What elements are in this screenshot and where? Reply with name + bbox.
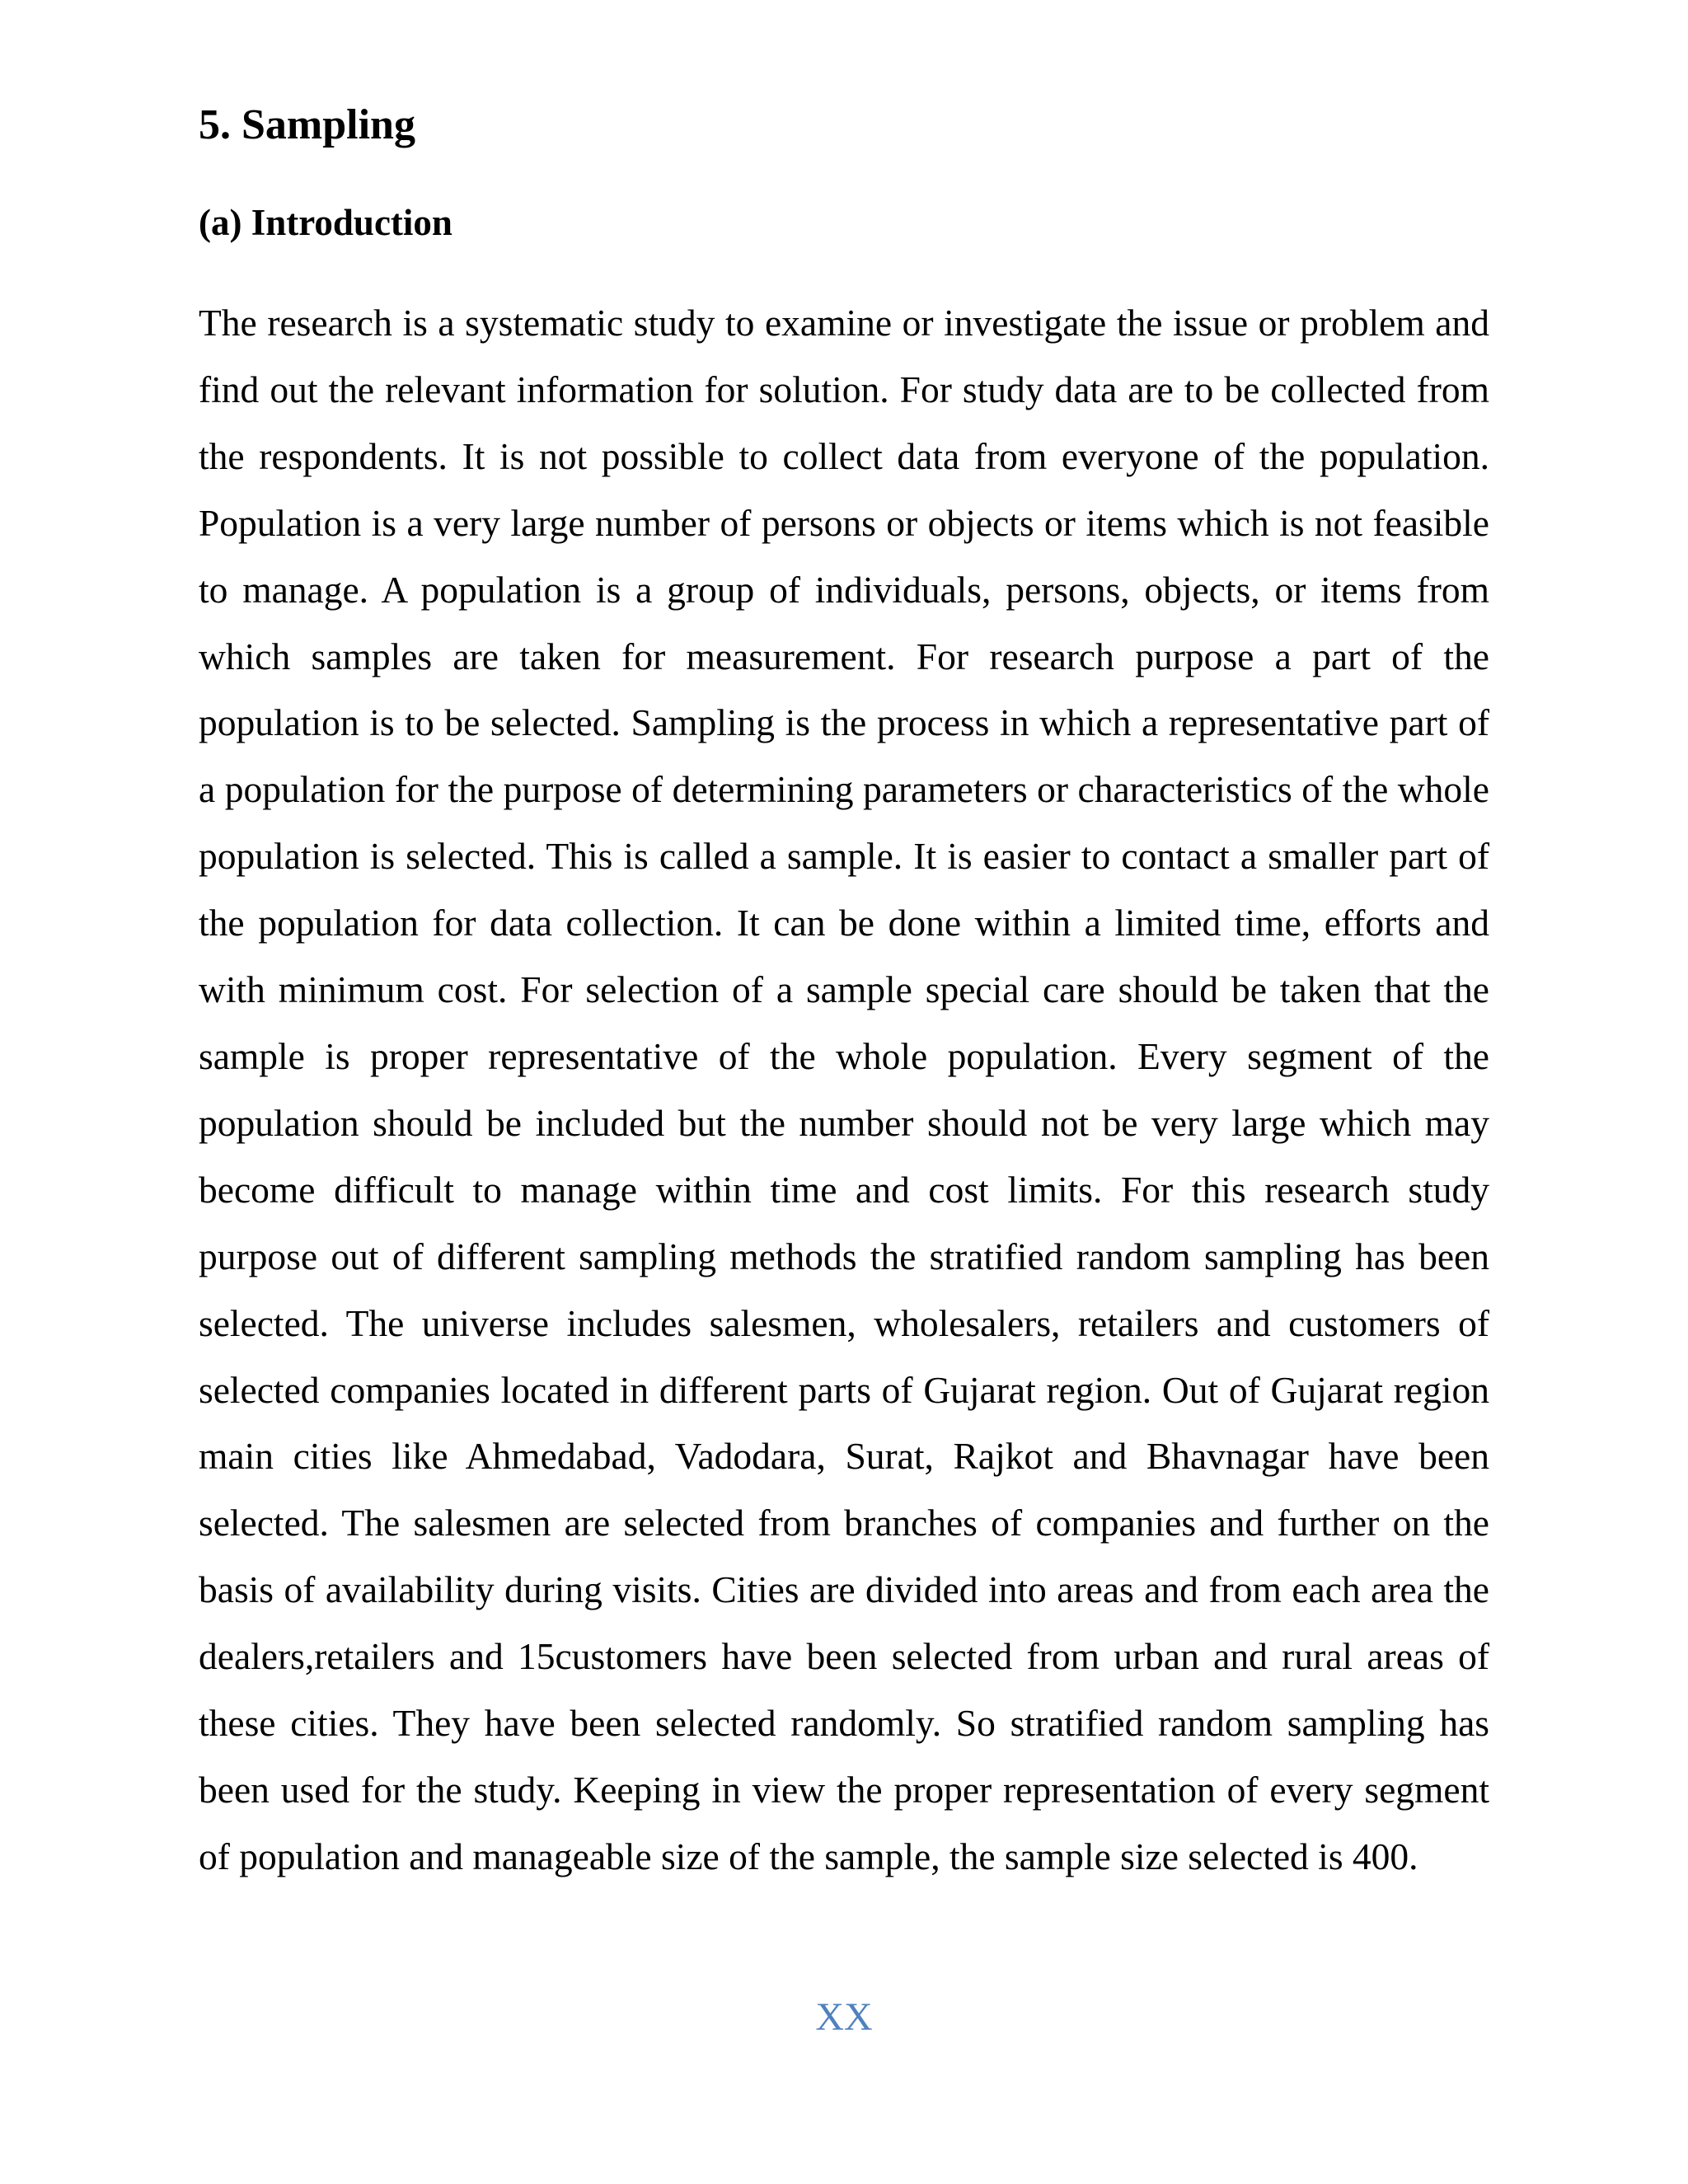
page-number: XX	[815, 1995, 873, 2039]
subsection-title: (a) Introduction	[199, 202, 452, 243]
section-title: 5. Sampling	[199, 101, 415, 148]
body-paragraph: The research is a systematic study to examine or investigate the issue or problem and find out the relevant information for solution. For study data are to be collected from the respondents. It is not possible to collect data from everyone of the population. Population is a very large number of persons or objects or items which is not feasible to manage. A population is a group of individuals, persons, objects, or items from which samples are taken for measurement. For research purpose a part of the population is to be selected. Sampling is the process in which a representative part of a population for the purpose of determining parameters or characteristics of the whole population is selected. This is called a sample. It is easier to contact a smaller part of the population for data collection. It can be done within a limited time, efforts and with minimum cost. For selection of a sample special care should be taken that the sample is proper representative of the whole population. Every segment of the population should be included but the number should not be very large which may become difficult to manage within time and cost limits. For this research study purpose out of different sampling methods the stratified random sampling has been selected. The universe includes salesmen, wholesalers, retailers and customers of selected companies located in different parts of Gujarat region. Out of Gujarat region main cities like Ahmedabad, Vadodara, Surat, Rajkot and Bhavnagar have been selected. The salesmen are selected from branches of companies and further on the basis of availability during visits. Cities are divided into areas and from each area the dealers,retailers and 15customers have been selected from urban and rural areas of these cities. They have been selected randomly. So stratified random sampling has been used for the study. Keeping in view the proper representation of every segment of population and manageable size of the sample, the sample size selected is 400.	[199, 302, 1489, 1877]
